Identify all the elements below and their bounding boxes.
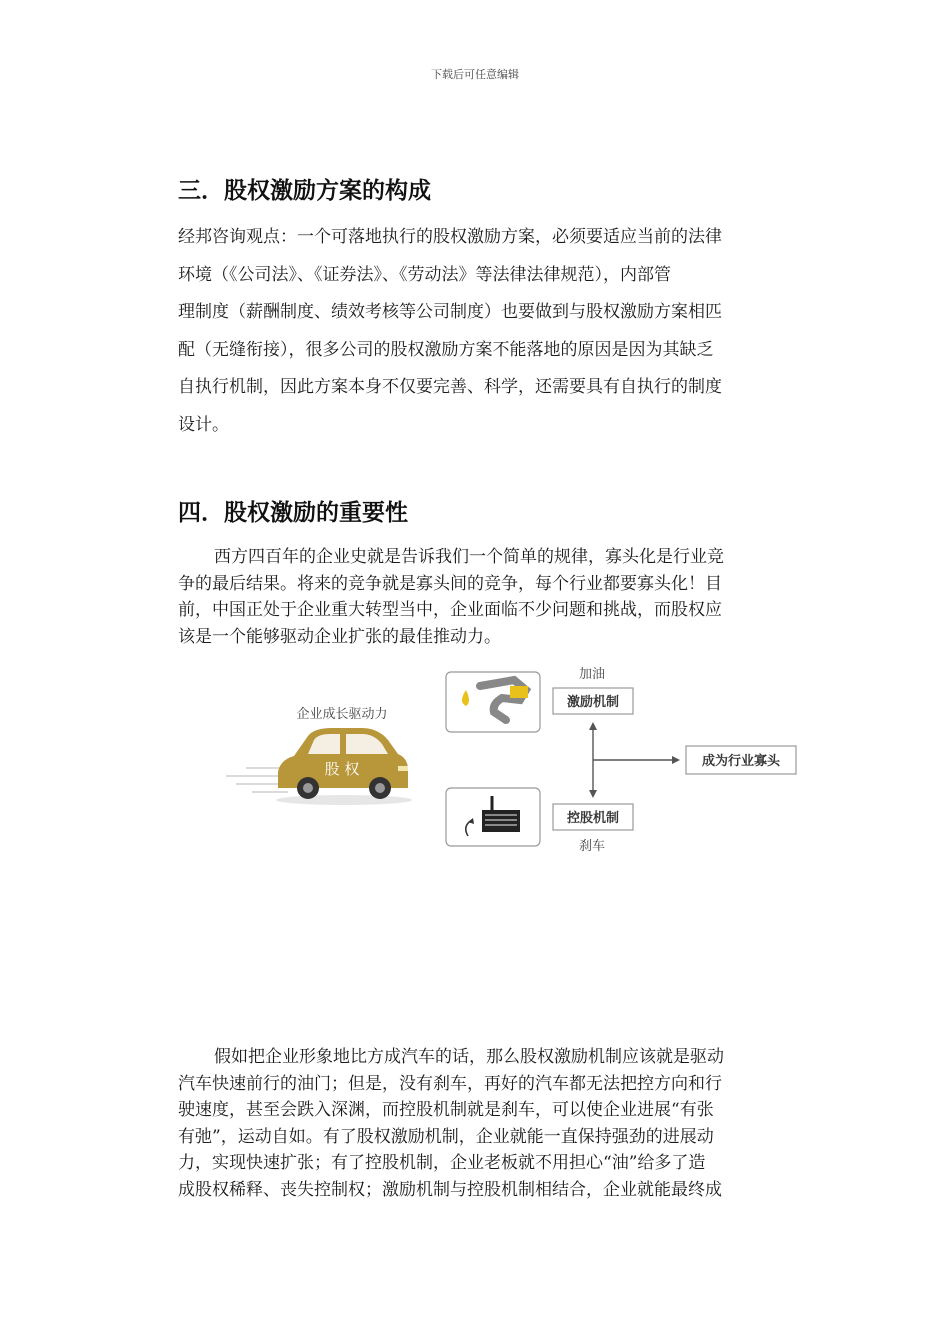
paragraph-line: 力，实现快速扩张；有了控股机制，企业老板就不用担心“油”给多了造 — [178, 1153, 706, 1173]
section-5-paragraph — [178, 1044, 808, 1203]
paragraph-line: 西方四百年的企业史就是告诉我们一个简单的规律，寡头化是行业竞 — [214, 547, 724, 567]
paragraph-line: 成股权稀释、丧失控制权；激励机制与控股机制相结合，企业就能最终成 — [178, 1179, 722, 1200]
brake-panel — [446, 788, 540, 846]
paragraph-line: 有弛”，运动自如。有了股权激励机制，企业就能一直保持强劲的进展动 — [178, 1126, 714, 1147]
brake-pedal-icon — [482, 810, 520, 832]
car-title: 企业成长驱动力 — [296, 707, 388, 722]
paragraph-line: 自执行机制，因此方案本身不仅要完善、科学，还需要具有自执行的制度 — [178, 377, 722, 397]
paragraph-line: 配（无缝衔接），很多公司的股权激励方案不能落地的原因是因为其缺乏 — [178, 339, 714, 360]
section-4-paragraph — [178, 544, 808, 650]
paragraph-line: 环境（《公司法》、《证券法》、《劳动法》等法律法律规范），内部管 — [178, 264, 671, 285]
paragraph-line: 汽车快速前行的油门；但是，没有刹车，再好的汽车都无法把控方向和行 — [178, 1073, 722, 1094]
paragraph-line: 经邦咨询观点：一个可落地执行的股权激励方案，必须要适应当前的法律 — [178, 227, 722, 247]
incentive-label: 激励机制 — [566, 695, 620, 710]
fuel-nozzle-panel — [446, 672, 540, 732]
paragraph-line: 假如把企业形象地比方成汽车的话，那么股权激励机制应该就是驱动 — [214, 1047, 724, 1067]
paragraph-line: 驶速度，甚至会跌入深渊，而控股机制就是刹车，可以使企业进展“有张 — [178, 1100, 714, 1120]
diagram-svg — [222, 660, 802, 860]
paragraph-line: 争的最后结果。将来的竞争就是寡头间的竞争，每个行业都要寡头化！目 — [178, 573, 722, 594]
paragraph-line: 该是一个能够驱动企业扩张的最佳推动力。 — [178, 626, 501, 647]
section-3-paragraph — [178, 219, 808, 444]
paragraph-line: 理制度（薪酬制度、绩效考核等公司制度）也要做到与股权激励方案相匹 — [178, 302, 722, 322]
paragraph-line: 设计。 — [178, 414, 229, 435]
section-3-heading: 三．股权激励方案的构成 — [178, 178, 431, 204]
label-brake: 刹车 — [578, 839, 606, 854]
section-4-heading: 四．股权激励的重要性 — [178, 500, 408, 526]
result-label: 成为行业寡头 — [701, 754, 781, 769]
label-refuel: 加油 — [578, 667, 606, 682]
equity-incentive-diagram — [222, 660, 802, 860]
car-label: 股 权 — [324, 760, 360, 778]
page-header: 下载后可任意编辑 — [431, 68, 519, 81]
car-icon — [276, 728, 412, 805]
paragraph-line: 前，中国正处于企业重大转型当中，企业面临不少问题和挑战，而股权应 — [178, 600, 722, 620]
control-label: 控股机制 — [566, 811, 620, 826]
arrows — [589, 722, 680, 798]
